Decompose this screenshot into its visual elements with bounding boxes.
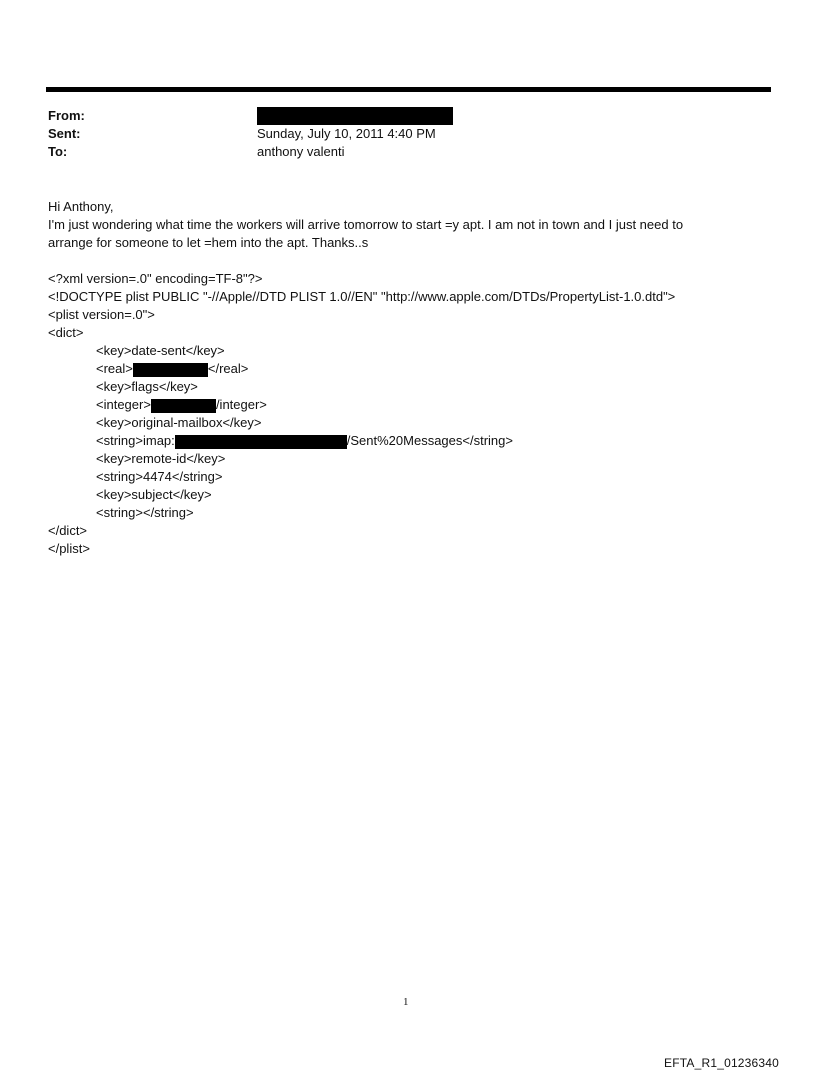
integer-open: <integer> <box>96 397 151 412</box>
message-line: arrange for someone to let =hem into the apt. Thanks..s <box>48 235 369 250</box>
plist-line: <key>original-mailbox</key> <box>96 415 262 430</box>
from-row <box>48 108 648 124</box>
plist-line: <string>4474</string> <box>96 469 223 484</box>
plist-line: <key>remote-id</key> <box>96 451 226 466</box>
page-number: 1 <box>403 996 409 1008</box>
to-label: To: <box>48 144 68 159</box>
sent-label: Sent: <box>48 126 81 141</box>
sent-row <box>48 126 648 142</box>
real-open: <real> <box>96 361 133 376</box>
integer-close: /integer> <box>215 397 267 412</box>
plist-line: <plist version=.0"> <box>48 307 155 322</box>
message-line: I'm just wondering what time the workers will arrive tomorrow to start =y apt. I am not in town and I just need to <box>48 217 684 232</box>
spacer <box>48 252 683 270</box>
to-value: anthony valenti <box>257 144 345 159</box>
plist-line <box>48 396 683 414</box>
plist-line: <key>subject</key> <box>96 487 212 502</box>
to-row <box>48 144 648 160</box>
greeting: Hi Anthony, <box>48 199 114 214</box>
string-imap-open: <string>imap: <box>96 433 175 448</box>
plist-line: </dict> <box>48 523 88 538</box>
plist-line: <!DOCTYPE plist PUBLIC "-//Apple//DTD PLIST 1.0//EN" "http://www.apple.com/DTDs/PropertyList-1.0.dtd"> <box>48 289 676 304</box>
plist-line: </plist> <box>48 541 90 556</box>
redaction-block <box>175 435 347 449</box>
plist-line: <dict> <box>48 325 84 340</box>
plist-line <box>48 360 683 378</box>
real-close: </real> <box>207 361 249 376</box>
document-id: EFTA_R1_01236340 <box>664 1056 780 1070</box>
redaction-block <box>133 363 208 377</box>
header-rule <box>46 87 771 92</box>
from-value <box>257 108 453 125</box>
plist-line <box>48 432 683 450</box>
redaction-block <box>151 399 216 413</box>
plist-line: <key>date-sent</key> <box>96 343 225 358</box>
string-imap-close: /Sent%20Messages</string> <box>346 433 513 448</box>
from-label: From: <box>48 108 85 123</box>
redaction-block <box>257 107 453 125</box>
plist-line: <string></string> <box>96 505 194 520</box>
sent-value: Sunday, July 10, 2011 4:40 PM <box>257 126 436 141</box>
message-body <box>48 198 683 558</box>
plist-line: <?xml version=.0" encoding=TF-8"?> <box>48 271 263 286</box>
plist-line: <key>flags</key> <box>96 379 198 394</box>
